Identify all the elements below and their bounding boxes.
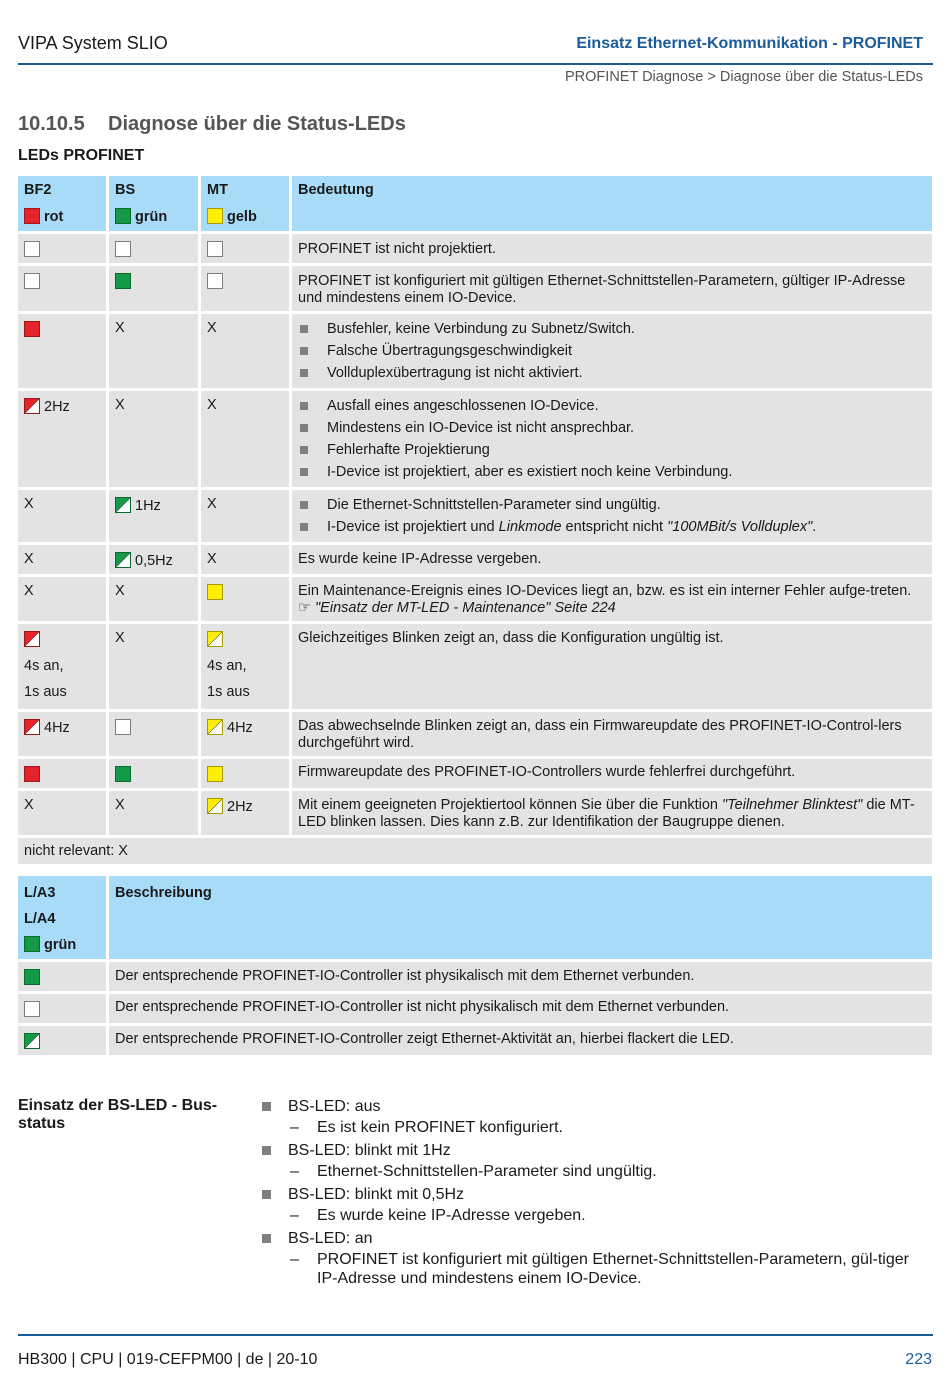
- table-row: PROFINET ist konfiguriert mit gültigen Ethernet-Schnittstellen-Parametern, gültiger IP-Adresse und mindestens einem IO-Device.: [18, 266, 932, 314]
- profinet-led-table: [18, 176, 932, 867]
- table-header-row: [18, 876, 932, 962]
- table-row: Der entsprechende PROFINET-IO-Controller ist nicht physikalisch mit dem Ethernet verbunden.: [18, 994, 932, 1026]
- table-row: X 0,5Hz X Es wurde keine IP-Adresse vergeben.: [18, 545, 932, 577]
- led-yellow-icon: [207, 584, 223, 600]
- header-meaning: Bedeutung: [292, 176, 932, 234]
- green-led-icon: [24, 936, 40, 952]
- led-yellow-blink-icon: [207, 631, 223, 647]
- table-row: Der entsprechende PROFINET-IO-Controller zeigt Ethernet-Aktivität an, hierbei flackert die LED.: [18, 1026, 932, 1058]
- led-red-icon: [24, 321, 40, 337]
- subsection-title: LEDs PROFINET: [18, 147, 145, 164]
- led-green-icon: [24, 969, 40, 985]
- table-row: 4s an, 1s aus X 4s an, 1s aus Gleichzeitiges Blinken zeigt an, dass die Konfiguration ungültig ist.: [18, 624, 932, 712]
- table-header-row: [18, 176, 932, 234]
- list-item: Vollduplexübertragung ist nicht aktiviert.: [298, 362, 926, 384]
- list-subitem: – PROFINET ist konfiguriert mit gültigen Ethernet-Schnittstellen-Parametern, gül-tiger IP-Adresse und mindestens einem IO-Device.: [290, 1251, 909, 1287]
- page-number: 223: [905, 1351, 932, 1368]
- led-off-icon: [207, 241, 223, 257]
- led-off-icon: [115, 241, 131, 257]
- list-item: Falsche Übertragungsgeschwindigkeit: [298, 340, 926, 362]
- list-subitem: – Es ist kein PROFINET konfiguriert.: [290, 1119, 563, 1136]
- header-mt: MT gelb: [201, 176, 292, 234]
- chapter-title: Einsatz Ethernet-Kommunikation - PROFINET: [576, 35, 923, 52]
- table-row: PROFINET ist nicht projektiert.: [18, 234, 932, 266]
- section-heading: [18, 113, 406, 136]
- table-row: Der entsprechende PROFINET-IO-Controller ist physikalisch mit dem Ethernet verbunden.: [18, 962, 932, 994]
- list-item: BS-LED: an: [262, 1228, 922, 1250]
- bs-led-list: [262, 1096, 922, 1291]
- led-off-icon: [115, 719, 131, 735]
- led-off-icon: [207, 273, 223, 289]
- table-row: X X Busfehler, keine Verbindung zu Subnetz/Switch. Falsche Übertragungsgeschwindigkeit Vollduplexübertragung ist nicht aktiviert.: [18, 314, 932, 391]
- section-title: Diagnose über die Status-LEDs: [108, 113, 406, 135]
- green-led-icon: [115, 208, 131, 224]
- header-bs: BS grün: [109, 176, 201, 234]
- list-item: BS-LED: blinkt mit 1Hz: [262, 1140, 922, 1162]
- led-green-flicker-icon: [24, 1033, 40, 1049]
- bs-led-heading: Einsatz der BS-LED - Bus-status: [18, 1097, 218, 1132]
- led-red-blink-icon: [24, 719, 40, 735]
- list-item: Busfehler, keine Verbindung zu Subnetz/Switch.: [298, 318, 926, 340]
- list-item: I-Device ist projektiert, aber es existiert noch keine Verbindung.: [298, 461, 926, 483]
- led-off-icon: [24, 273, 40, 289]
- list-subitem: – Es wurde keine IP-Adresse vergeben.: [290, 1207, 586, 1224]
- led-green-icon: [115, 273, 131, 289]
- led-green-blink-icon: [115, 552, 131, 568]
- led-off-icon: [24, 241, 40, 257]
- list-item: Mindestens ein IO-Device ist nicht ansprechbar.: [298, 417, 926, 439]
- led-off-icon: [24, 1001, 40, 1017]
- list-item: BS-LED: blinkt mit 0,5Hz: [262, 1184, 922, 1206]
- led-yellow-icon: [207, 766, 223, 782]
- table-row: X X 2Hz Mit einem geeigneten Projektiertool können Sie über die Funktion "Teilnehmer Blinktest" die MT-LED blinken lassen. Dies kann z.B. zur Identifikation der Baugruppe dienen.: [18, 791, 932, 838]
- led-green-blink-icon: [115, 497, 131, 513]
- section-number: 10.10.5: [18, 113, 85, 135]
- led-red-blink-icon: [24, 398, 40, 414]
- led-red-icon: [24, 766, 40, 782]
- doc-title: VIPA System SLIO: [18, 33, 168, 53]
- list-item: I-Device ist projektiert und Linkmode entspricht nicht "100MBit/s Vollduplex".: [298, 516, 926, 538]
- table-row: X 1Hz X Die Ethernet-Schnittstellen-Parameter sind ungültig. I-Device ist projektiert und Linkmode entspricht nicht "100MBit/s Vollduplex".: [18, 490, 932, 545]
- breadcrumb: PROFINET Diagnose > Diagnose über die Status-LEDs: [565, 69, 923, 85]
- header-divider: [18, 63, 933, 65]
- led-red-blink-icon: [24, 631, 40, 647]
- link-arrow-icon: ☞: [298, 600, 311, 616]
- table-footnote: nicht relevant: X: [18, 838, 932, 867]
- table-row: 4Hz 4Hz Das abwechselnde Blinken zeigt an, dass ein Firmwareupdate des PROFINET-IO-Control-lers durchgeführt wird.: [18, 712, 932, 759]
- led-green-icon: [115, 766, 131, 782]
- led-yellow-blink-icon: [207, 719, 223, 735]
- cross-reference-link[interactable]: "Einsatz der MT-LED - Maintenance" Seite 224: [315, 600, 616, 616]
- led-yellow-blink-icon: [207, 798, 223, 814]
- footer-divider: [18, 1334, 933, 1336]
- list-subitem: – Ethernet-Schnittstellen-Parameter sind ungültig.: [290, 1163, 657, 1180]
- header-la: L/A3 L/A4 grün: [18, 876, 109, 962]
- header-description: Beschreibung: [109, 876, 932, 962]
- table-row: 2Hz X X Ausfall eines angeschlossenen IO-Device. Mindestens ein IO-Device ist nicht ansprechbar. Fehlerhafte Projektierung I-Device ist projektiert, aber es existiert noch keine Verbindung.: [18, 391, 932, 490]
- link-activity-led-table: [18, 876, 932, 1058]
- yellow-led-icon: [207, 208, 223, 224]
- table-footnote-row: [18, 838, 932, 867]
- list-item: Ausfall eines angeschlossenen IO-Device.: [298, 395, 926, 417]
- table-row: X X Ein Maintenance-Ereignis eines IO-Devices liegt an, bzw. es ist ein interner Fehler aufge-treten. ☞ "Einsatz der MT-LED - Maintenance" Seite 224: [18, 577, 932, 624]
- list-item: Fehlerhafte Projektierung: [298, 439, 926, 461]
- footer-doc-id: HB300 | CPU | 019-CEFPM00 | de | 20-10: [18, 1351, 318, 1368]
- red-led-icon: [24, 208, 40, 224]
- header-bf2: BF2 rot: [18, 176, 109, 234]
- list-item: BS-LED: aus: [262, 1096, 922, 1118]
- list-item: Die Ethernet-Schnittstellen-Parameter sind ungültig.: [298, 494, 926, 516]
- table-row: Firmwareupdate des PROFINET-IO-Controllers wurde fehlerfrei durchgeführt.: [18, 759, 932, 791]
